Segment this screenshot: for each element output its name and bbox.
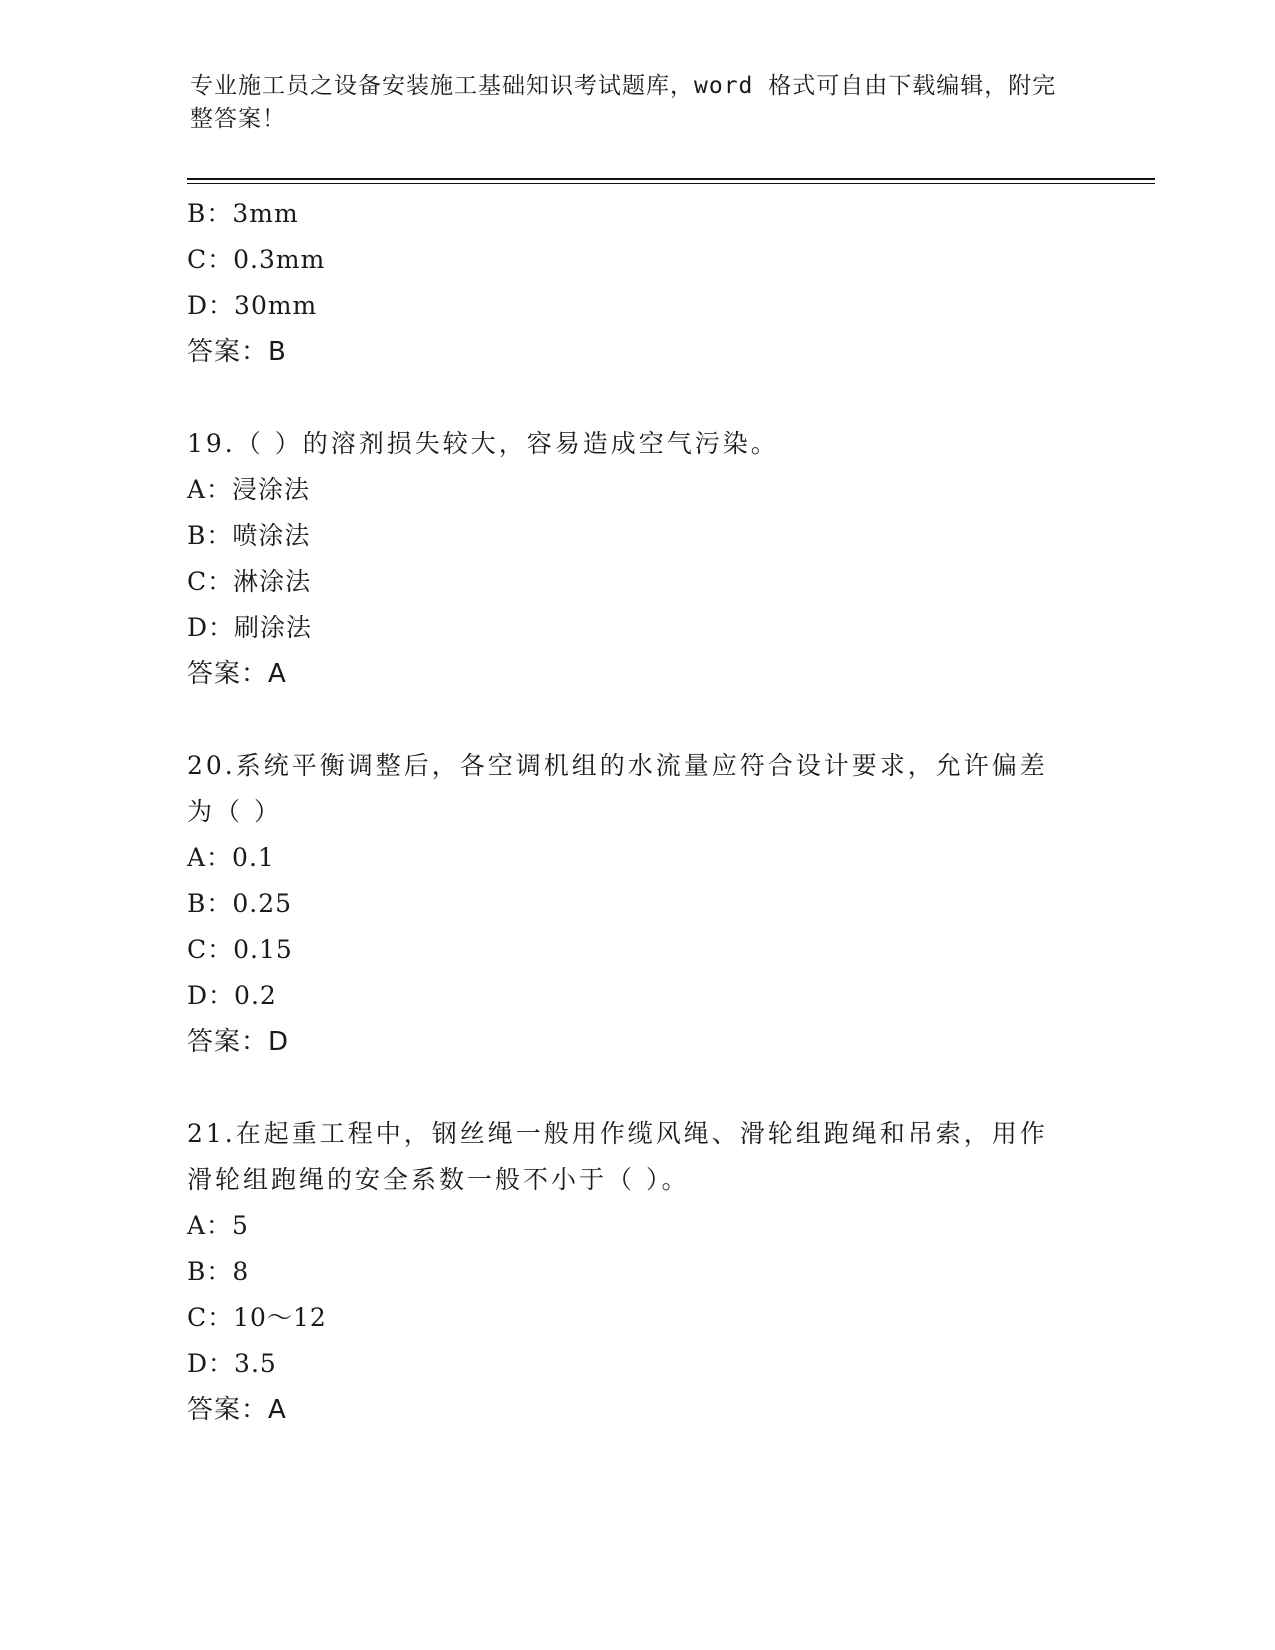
option-b: B：3mm [187, 199, 299, 228]
header-line-1: 专业施工员之设备安装施工基础知识考试题库，word 格式可自由下载编辑，附完 [190, 73, 1057, 99]
option-c: C：0.3mm [187, 245, 326, 274]
header-divider-thick [187, 178, 1155, 180]
question-list [187, 191, 1087, 1433]
answer-line: 答案：A [187, 1395, 287, 1425]
header-divider-thin [187, 183, 1155, 184]
question-stem-line-2: 为（ ） [187, 797, 282, 826]
question-block-prev [187, 191, 1087, 375]
question-stem [187, 421, 1087, 467]
option-a: A：5 [187, 1211, 249, 1240]
answer-line: 答案：B [187, 337, 287, 367]
question-stem-line-2: 滑轮组跑绳的安全系数一般不小于（ ）。 [187, 1165, 690, 1194]
option-b: B：0.25 [187, 889, 293, 918]
option-c: C：淋涂法 [187, 567, 312, 596]
option-d: D：刷涂法 [187, 613, 313, 642]
option-a: A：浸涂法 [187, 475, 311, 504]
answer-line: 答案：D [187, 1027, 290, 1057]
option-c: C：10～12 [187, 1303, 327, 1332]
question-stem-line-1: 20.系统平衡调整后，各空调机组的水流量应符合设计要求，允许偏差 [187, 751, 1048, 780]
question-stem [187, 1111, 1087, 1203]
question-block-19 [187, 421, 1087, 697]
option-b: B：8 [187, 1257, 250, 1286]
option-a: A：0.1 [187, 843, 275, 872]
question-stem-line-1: 21.在起重工程中，钢丝绳一般用作缆风绳、滑轮组跑绳和吊索，用作 [187, 1119, 1048, 1148]
option-d: D：30mm [187, 291, 318, 320]
question-stem [187, 743, 1087, 835]
question-block-20 [187, 743, 1087, 1065]
answer-line: 答案：A [187, 659, 287, 689]
option-c: C：0.15 [187, 935, 293, 964]
option-b: B：喷涂法 [187, 521, 311, 550]
question-block-21 [187, 1111, 1087, 1433]
document-header [190, 70, 1080, 136]
option-d: D：0.2 [187, 981, 277, 1010]
option-d: D：3.5 [187, 1349, 277, 1378]
question-stem-line-1: 19.（ ）的溶剂损失较大，容易造成空气污染。 [187, 429, 779, 458]
header-line-2: 整答案！ [190, 106, 286, 132]
